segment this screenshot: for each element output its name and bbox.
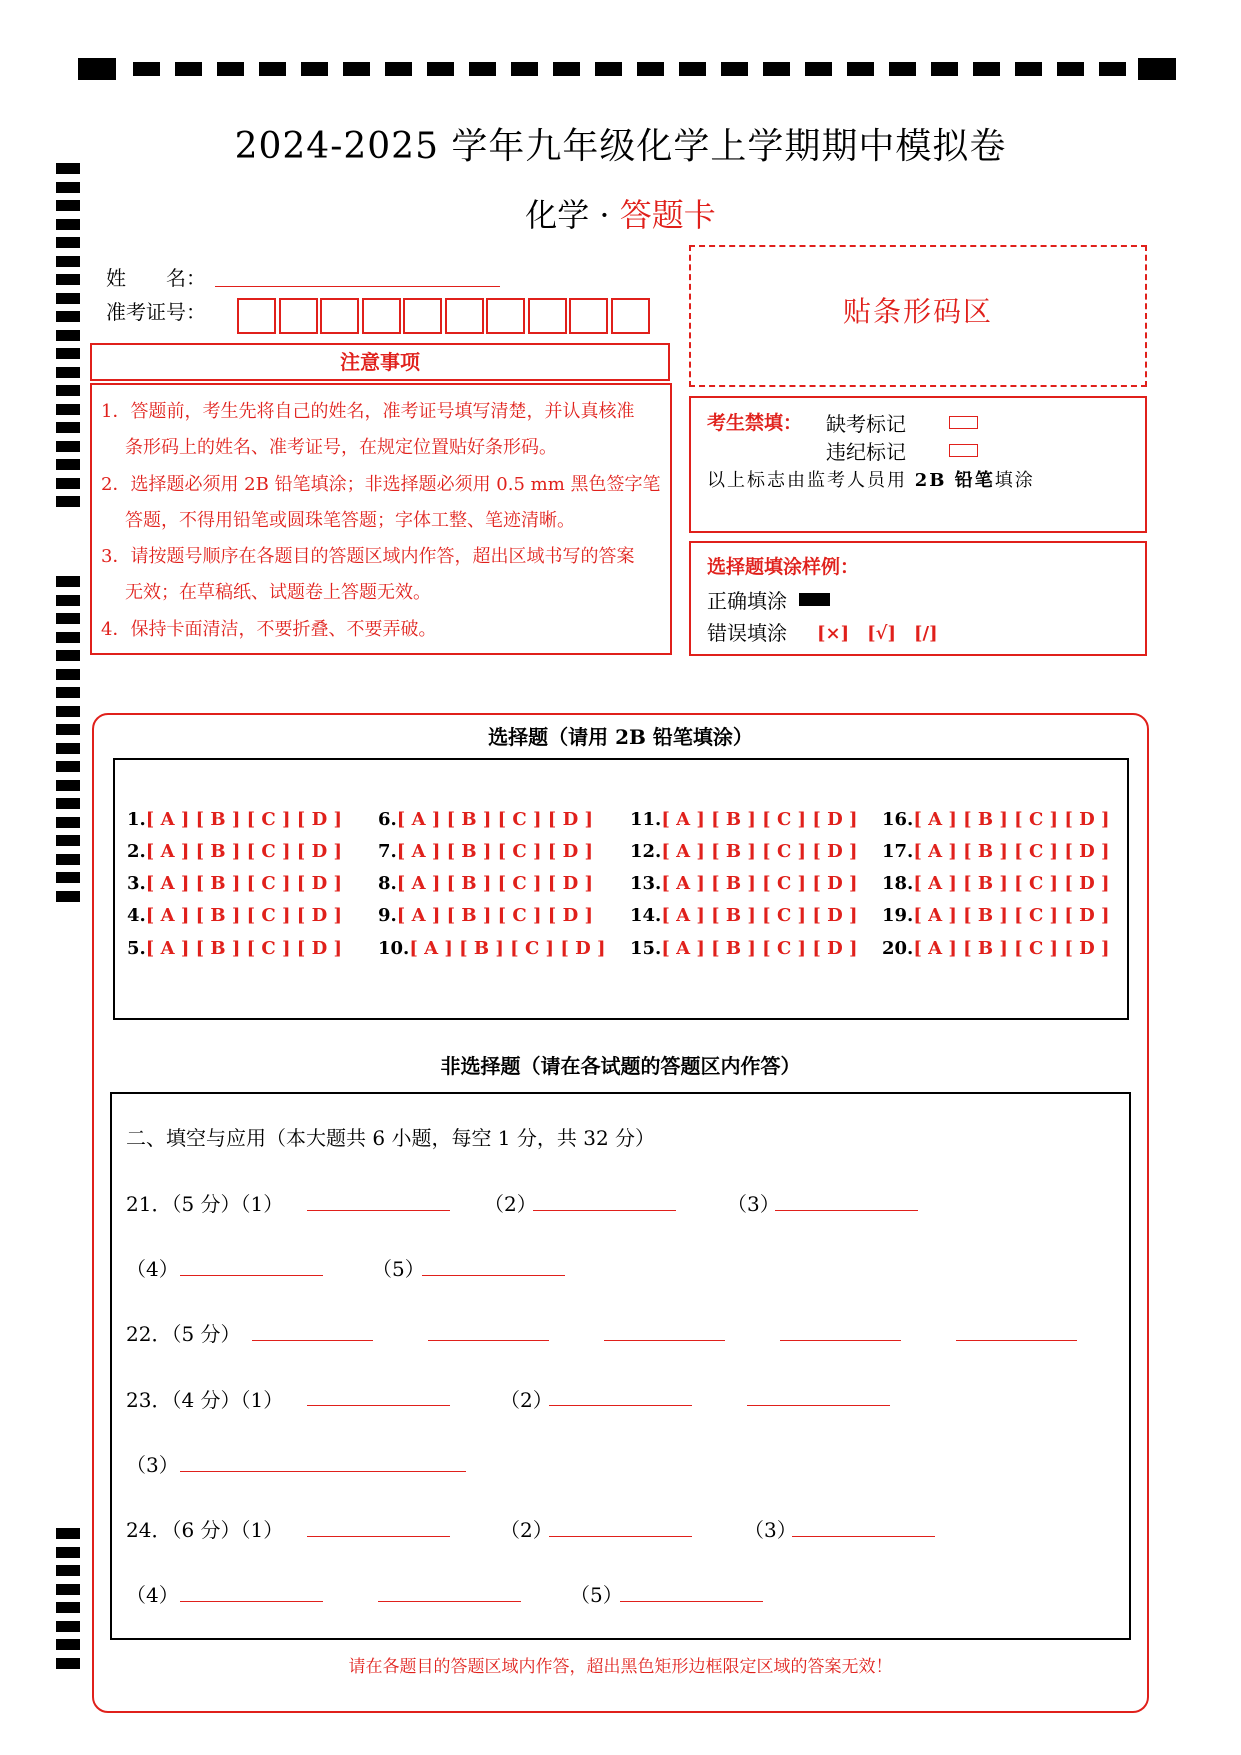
choice-number: 8. bbox=[378, 873, 397, 894]
notice-heading: 注意事项 bbox=[90, 343, 670, 381]
timing-mark bbox=[56, 576, 80, 587]
choice-options[interactable]: [ A ] [ B ] [ C ] [ D ] bbox=[913, 873, 1110, 894]
q24-blank-1[interactable] bbox=[307, 1536, 450, 1537]
timing-mark bbox=[56, 761, 80, 772]
timing-mark bbox=[56, 650, 80, 661]
timing-mark bbox=[56, 1528, 80, 1539]
q21-part-2: （2） bbox=[484, 1192, 537, 1216]
timing-mark bbox=[56, 293, 80, 304]
choice-question[interactable] bbox=[882, 841, 1110, 862]
q24-blank-5[interactable] bbox=[378, 1601, 521, 1602]
notice-line: 条形码上的姓名、准考证号，在规定位置贴好条形码。 bbox=[125, 437, 557, 458]
timing-mark bbox=[427, 62, 454, 76]
choice-question[interactable] bbox=[378, 905, 593, 926]
footer-warning: 请在各题目的答题区域内作答，超出黑色矩形边框限定区域的答案无效！ bbox=[348, 1657, 893, 1677]
timing-mark bbox=[847, 62, 874, 76]
timing-mark bbox=[56, 256, 80, 267]
proctor-heading: 考生禁填： bbox=[707, 412, 803, 434]
subtitle-subject: 化学 · bbox=[525, 196, 620, 234]
timing-mark bbox=[56, 404, 80, 415]
absent-mark-box[interactable] bbox=[949, 416, 978, 429]
notice-line: 无效；在草稿纸、试题卷上答题无效。 bbox=[125, 582, 431, 603]
timing-mark bbox=[56, 385, 80, 396]
q24-blank-2[interactable] bbox=[549, 1536, 692, 1537]
q22-label: 22．（5 分） bbox=[126, 1322, 241, 1346]
choice-number: 9. bbox=[378, 905, 397, 926]
choice-question[interactable] bbox=[378, 809, 593, 830]
choice-number: 3. bbox=[127, 873, 146, 894]
q23-blank-2[interactable] bbox=[549, 1405, 692, 1406]
choice-question[interactable] bbox=[378, 938, 606, 959]
timing-mark bbox=[931, 62, 958, 76]
barcode-area: 贴条形码区 bbox=[689, 245, 1147, 387]
timing-mark bbox=[56, 311, 80, 322]
timing-mark bbox=[56, 687, 80, 698]
q23-blank-4[interactable] bbox=[180, 1471, 466, 1472]
wrong-fill-marks: [×] [√] [/] bbox=[817, 623, 938, 644]
timing-mark bbox=[56, 441, 80, 452]
timing-mark bbox=[56, 835, 80, 846]
top-timing-marks bbox=[78, 58, 1176, 80]
timing-mark bbox=[56, 1602, 80, 1613]
q23-part-3: （3） bbox=[126, 1453, 179, 1477]
q21-part-5: （5） bbox=[372, 1257, 425, 1281]
timing-mark bbox=[56, 595, 80, 606]
q23-label: 23．（4 分）（1） bbox=[126, 1388, 284, 1412]
timing-mark bbox=[56, 1639, 80, 1650]
q22-blank-2[interactable] bbox=[428, 1340, 549, 1341]
timing-mark bbox=[301, 62, 328, 76]
notice-panel bbox=[90, 383, 672, 655]
absent-label: 缺考标记 bbox=[826, 412, 906, 436]
notice-line: 1．答题前，考生先将自己的姓名，准考证号填写清楚，并认真核准 bbox=[101, 401, 635, 422]
wrong-fill-label: 错误填涂 bbox=[707, 621, 787, 645]
timing-mark bbox=[1099, 62, 1126, 76]
q21-blank-1[interactable] bbox=[307, 1210, 450, 1211]
timing-mark bbox=[1057, 62, 1084, 76]
exam-id-digit-box[interactable] bbox=[611, 298, 650, 334]
timing-mark bbox=[56, 613, 80, 624]
q22-blank-3[interactable] bbox=[604, 1340, 725, 1341]
exam-id-digit-box[interactable] bbox=[320, 298, 359, 334]
q24-blank-4[interactable] bbox=[180, 1601, 323, 1602]
q22-blank-5[interactable] bbox=[956, 1340, 1077, 1341]
name-label: 姓 名： bbox=[106, 266, 206, 290]
timing-mark bbox=[56, 1584, 80, 1595]
timing-mark bbox=[889, 62, 916, 76]
exam-id-digit-box[interactable] bbox=[569, 298, 608, 334]
q21-blank-3[interactable] bbox=[775, 1210, 918, 1211]
q23-blank-3[interactable] bbox=[747, 1405, 890, 1406]
choice-options[interactable]: [ A ] [ B ] [ C ] [ D ] bbox=[913, 809, 1110, 830]
subtitle-card: 答题卡 bbox=[619, 196, 716, 234]
choice-question[interactable] bbox=[630, 905, 858, 926]
choice-number: 2. bbox=[127, 841, 146, 862]
timing-mark bbox=[1138, 58, 1176, 80]
timing-mark bbox=[56, 817, 80, 828]
timing-mark bbox=[56, 1565, 80, 1576]
timing-mark bbox=[217, 62, 244, 76]
timing-mark bbox=[637, 62, 664, 76]
timing-mark bbox=[56, 478, 80, 489]
choice-number: 19. bbox=[882, 905, 914, 926]
q24-part-2: （2） bbox=[500, 1518, 553, 1542]
choice-question[interactable] bbox=[378, 873, 593, 894]
choice-options[interactable]: [ A ] [ B ] [ C ] [ D ] bbox=[145, 841, 342, 862]
notice-line: 2．选择题必须用 2B 铅笔填涂；非选择题必须用 0.5 mm 黑色签字笔 bbox=[101, 474, 661, 495]
violation-mark-box[interactable] bbox=[949, 444, 978, 457]
timing-mark bbox=[1015, 62, 1042, 76]
choice-options[interactable]: [ A ] [ B ] [ C ] [ D ] bbox=[913, 905, 1110, 926]
timing-mark bbox=[56, 1547, 80, 1558]
timing-mark bbox=[175, 62, 202, 76]
q21-label: 21．（5 分）（1） bbox=[126, 1192, 284, 1216]
timing-mark bbox=[56, 632, 80, 643]
choice-options[interactable]: [ A ] [ B ] [ C ] [ D ] bbox=[409, 938, 606, 959]
choice-question[interactable] bbox=[630, 873, 858, 894]
choice-number: 20. bbox=[882, 938, 914, 959]
timing-mark bbox=[805, 62, 832, 76]
timing-mark bbox=[133, 62, 160, 76]
choice-options[interactable]: [ A ] [ B ] [ C ] [ D ] bbox=[145, 938, 342, 959]
timing-mark bbox=[56, 780, 80, 791]
timing-mark bbox=[56, 330, 80, 341]
choice-number: 10. bbox=[378, 938, 410, 959]
timing-mark bbox=[56, 422, 80, 433]
exam-id-digit-box[interactable] bbox=[486, 298, 525, 334]
choice-question[interactable] bbox=[127, 938, 342, 959]
timing-mark bbox=[553, 62, 580, 76]
q24-blank-6[interactable] bbox=[620, 1601, 763, 1602]
choice-number: 13. bbox=[630, 873, 662, 894]
choice-number: 7. bbox=[378, 841, 397, 862]
choice-number: 12. bbox=[630, 841, 662, 862]
exam-id-digit-box[interactable] bbox=[403, 298, 442, 334]
proctor-note: 以上标志由监考人员用 2B 铅笔填涂 bbox=[707, 470, 1035, 491]
timing-mark bbox=[721, 62, 748, 76]
choice-number: 14. bbox=[630, 905, 662, 926]
q21-blank-2[interactable] bbox=[533, 1210, 676, 1211]
q24-part-4: （4） bbox=[126, 1583, 179, 1607]
notice-line: 4．保持卡面清洁，不要折叠、不要弄破。 bbox=[101, 619, 437, 640]
timing-mark bbox=[343, 62, 370, 76]
left-timing-marks bbox=[0, 0, 100, 1755]
choice-number: 15. bbox=[630, 938, 662, 959]
timing-mark bbox=[56, 1621, 80, 1632]
choice-number: 16. bbox=[882, 809, 914, 830]
choice-question[interactable] bbox=[882, 905, 1110, 926]
q23-blank-1[interactable] bbox=[307, 1405, 450, 1406]
q21-part-4: （4） bbox=[126, 1257, 179, 1281]
choice-options[interactable]: [ A ] [ B ] [ C ] [ D ] bbox=[396, 841, 593, 862]
q22-blank-1[interactable] bbox=[252, 1340, 373, 1341]
choice-question[interactable] bbox=[630, 938, 858, 959]
violation-label: 违纪标记 bbox=[826, 440, 906, 464]
timing-mark bbox=[56, 348, 80, 359]
timing-mark bbox=[56, 274, 80, 285]
choice-number: 5. bbox=[127, 938, 146, 959]
page-title: 2024-2025 学年九年级化学上学期期中模拟卷 bbox=[234, 126, 1007, 167]
exam-id-digit-box[interactable] bbox=[237, 298, 276, 334]
name-field[interactable] bbox=[215, 286, 500, 287]
timing-mark bbox=[56, 854, 80, 865]
correct-fill-label: 正确填涂 bbox=[707, 589, 787, 613]
timing-mark bbox=[56, 669, 80, 680]
choice-question[interactable] bbox=[882, 873, 1110, 894]
choice-options[interactable]: [ A ] [ B ] [ C ] [ D ] bbox=[661, 841, 858, 862]
proctor-only-panel bbox=[689, 396, 1147, 533]
timing-mark bbox=[679, 62, 706, 76]
choice-question[interactable] bbox=[127, 841, 342, 862]
sample-heading: 选择题填涂样例： bbox=[707, 556, 860, 578]
choice-options[interactable]: [ A ] [ B ] [ C ] [ D ] bbox=[913, 938, 1110, 959]
choice-number: 4. bbox=[127, 905, 146, 926]
timing-mark bbox=[56, 496, 80, 507]
choice-options[interactable]: [ A ] [ B ] [ C ] [ D ] bbox=[661, 905, 858, 926]
q24-part-3: （3） bbox=[744, 1518, 797, 1542]
choice-options[interactable]: [ A ] [ B ] [ C ] [ D ] bbox=[661, 938, 858, 959]
timing-mark bbox=[56, 891, 80, 902]
choice-question[interactable] bbox=[882, 938, 1110, 959]
q21-blank-5[interactable] bbox=[422, 1275, 565, 1276]
choice-options[interactable]: [ A ] [ B ] [ C ] [ D ] bbox=[145, 873, 342, 894]
timing-mark bbox=[56, 872, 80, 883]
timing-mark bbox=[56, 706, 80, 717]
choice-options[interactable]: [ A ] [ B ] [ C ] [ D ] bbox=[661, 809, 858, 830]
exam-id-digit-box[interactable] bbox=[528, 298, 567, 334]
notice-line: 答题，不得用铅笔或圆珠笔答题；字体工整、笔迹清晰。 bbox=[125, 510, 575, 531]
choice-question[interactable] bbox=[127, 905, 342, 926]
timing-mark bbox=[56, 367, 80, 378]
exam-id-label: 准考证号： bbox=[106, 300, 206, 324]
q23-part-2: （2） bbox=[500, 1388, 553, 1412]
fill-sample-panel bbox=[689, 541, 1147, 656]
q21-part-3: （3） bbox=[727, 1192, 780, 1216]
choice-question[interactable] bbox=[630, 809, 858, 830]
choice-question[interactable] bbox=[882, 809, 1110, 830]
choice-number: 6. bbox=[378, 809, 397, 830]
choice-options[interactable]: [ A ] [ B ] [ C ] [ D ] bbox=[913, 841, 1110, 862]
nonchoice-section-title: 非选择题（请在各试题的答题区内作答） bbox=[440, 1054, 801, 1078]
q24-blank-3[interactable] bbox=[792, 1536, 935, 1537]
choice-options[interactable]: [ A ] [ B ] [ C ] [ D ] bbox=[396, 873, 593, 894]
q21-blank-4[interactable] bbox=[180, 1275, 323, 1276]
q22-blank-4[interactable] bbox=[780, 1340, 901, 1341]
timing-mark bbox=[385, 62, 412, 76]
card-subtitle bbox=[0, 190, 1241, 236]
q24-label: 24．（6 分）（1） bbox=[126, 1518, 284, 1542]
timing-mark bbox=[511, 62, 538, 76]
choice-number: 11. bbox=[630, 809, 662, 830]
choice-options[interactable]: [ A ] [ B ] [ C ] [ D ] bbox=[396, 905, 593, 926]
choice-number: 1. bbox=[127, 809, 146, 830]
choice-number: 17. bbox=[882, 841, 914, 862]
exam-id-digit-box[interactable] bbox=[445, 298, 484, 334]
exam-id-digit-box[interactable] bbox=[362, 298, 401, 334]
choice-question[interactable] bbox=[378, 841, 593, 862]
choice-options[interactable]: [ A ] [ B ] [ C ] [ D ] bbox=[145, 905, 342, 926]
timing-mark bbox=[469, 62, 496, 76]
timing-mark bbox=[56, 237, 80, 248]
nonchoice-answer-box bbox=[110, 1092, 1131, 1640]
timing-mark bbox=[56, 798, 80, 809]
choice-options[interactable]: [ A ] [ B ] [ C ] [ D ] bbox=[396, 809, 593, 830]
choice-section-title: 选择题（请用 2B 铅笔填涂） bbox=[488, 725, 753, 749]
choice-question[interactable] bbox=[127, 809, 342, 830]
choice-options[interactable]: [ A ] [ B ] [ C ] [ D ] bbox=[661, 873, 858, 894]
timing-mark bbox=[973, 62, 1000, 76]
q24-part-5: （5） bbox=[570, 1583, 623, 1607]
timing-mark bbox=[56, 459, 80, 470]
exam-id-digit-box[interactable] bbox=[279, 298, 318, 334]
fill-section-heading: 二、填空与应用（本大题共 6 小题，每空 1 分，共 32 分） bbox=[126, 1126, 656, 1150]
choice-question[interactable] bbox=[127, 873, 342, 894]
notice-line: 3．请按题号顺序在各题目的答题区域内作答，超出区域书写的答案 bbox=[101, 546, 635, 567]
timing-mark bbox=[259, 62, 286, 76]
correct-fill-mark bbox=[799, 593, 830, 606]
timing-mark bbox=[595, 62, 622, 76]
timing-mark bbox=[763, 62, 790, 76]
choice-number: 18. bbox=[882, 873, 914, 894]
choice-question[interactable] bbox=[630, 841, 858, 862]
choice-options[interactable]: [ A ] [ B ] [ C ] [ D ] bbox=[145, 809, 342, 830]
